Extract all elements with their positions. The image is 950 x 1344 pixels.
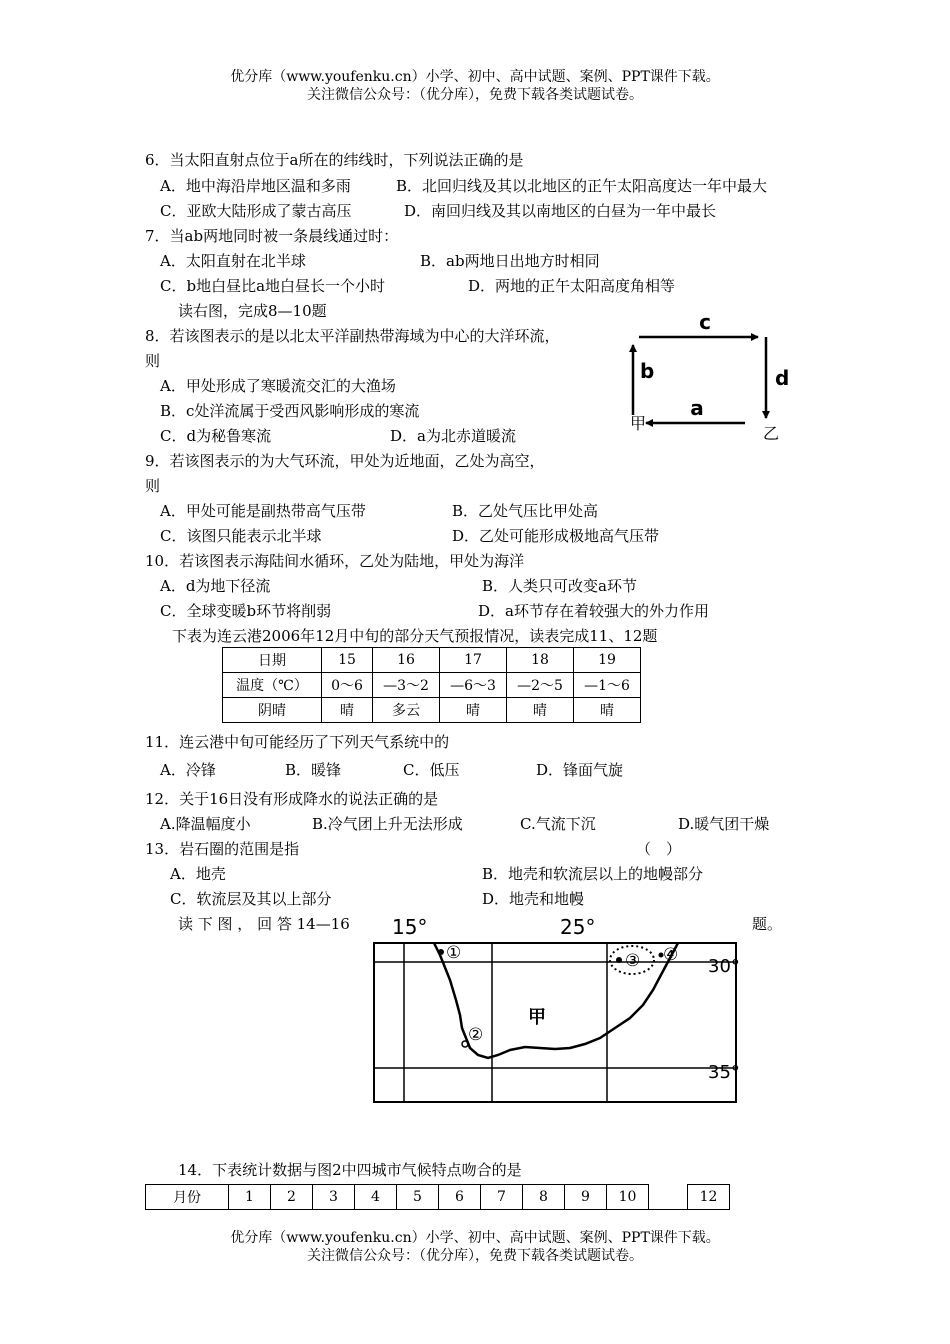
q10-option-d: D．a环节存在着较强大的外力作用 bbox=[478, 602, 709, 620]
table-cell: —1～6 bbox=[574, 673, 641, 698]
table-cell: 19 bbox=[574, 648, 641, 673]
q9-option-c: C．该图只能表示北半球 bbox=[160, 527, 322, 545]
table-cell bbox=[649, 1185, 688, 1210]
q9-option-b: B．乙处气压比甲处高 bbox=[452, 502, 599, 520]
intro-14-16: 读 下 图 ， 回 答 14—16 bbox=[178, 915, 350, 933]
table-cell: 月份 bbox=[146, 1185, 229, 1210]
q10-stem: 10．若该图表示海陆间水循环，乙处为陆地，甲处为海洋 bbox=[145, 552, 525, 570]
latitude-30-label: 30° bbox=[708, 956, 740, 977]
q7-option-c: C．b地白昼比a地白昼长一个小时 bbox=[160, 277, 386, 295]
south-africa-map bbox=[360, 910, 760, 1110]
q13-option-d: D．地壳和地幔 bbox=[482, 890, 585, 908]
table-cell: 温度（℃） bbox=[223, 673, 322, 698]
label-d: d bbox=[775, 366, 790, 390]
table-cell: 4 bbox=[355, 1185, 397, 1210]
q12-option-c: C.气流下沉 bbox=[520, 815, 596, 833]
q9-option-a: A．甲处可能是副热带高气压带 bbox=[160, 502, 366, 520]
city-2-label: ② bbox=[468, 1025, 484, 1045]
q6-option-c: C．亚欧大陆形成了蒙古高压 bbox=[160, 202, 352, 220]
q12-stem: 12．关于16日没有形成降水的说法正确的是 bbox=[145, 790, 439, 808]
q8-stem: 8．若该图表示的是以北太平洋副热带海域为中心的大洋环流， bbox=[145, 327, 560, 345]
q6-option-d: D．南回归线及其以南地区的白昼为一年中最长 bbox=[404, 202, 717, 220]
table-cell: 2 bbox=[271, 1185, 313, 1210]
table-cell: —2～5 bbox=[507, 673, 574, 698]
header-line-2: 关注微信公众号：（优分库），免费下载各类试题试卷。 bbox=[307, 87, 643, 103]
label-yi: 乙 bbox=[763, 424, 780, 443]
table-cell: 晴 bbox=[574, 698, 641, 723]
table-cell: 1 bbox=[229, 1185, 271, 1210]
label-jia: 甲 bbox=[630, 414, 647, 433]
q9-stem-cont: 则 bbox=[145, 477, 161, 495]
q6-stem: 6．当太阳直射点位于a所在的纬线时，下列说法正确的是 bbox=[145, 151, 524, 169]
month-table bbox=[145, 1184, 730, 1210]
header-line-1: 优分库（www.youfenku.cn）小学、初中、高中试题、案例、PPT课件下载。 bbox=[230, 69, 720, 85]
q10-option-c: C．全球变暖b环节将削弱 bbox=[160, 602, 332, 620]
table-cell: 9 bbox=[565, 1185, 607, 1210]
q8-stem-cont: 则 bbox=[145, 352, 161, 370]
table-cell: 12 bbox=[688, 1185, 730, 1210]
table-cell: 18 bbox=[507, 648, 574, 673]
q11-option-c: C．低压 bbox=[403, 761, 460, 779]
label-b: b bbox=[640, 359, 655, 383]
table-cell: 8 bbox=[523, 1185, 565, 1210]
q8-option-a: A．甲处形成了寒暖流交汇的大渔场 bbox=[160, 377, 396, 395]
q13-stem: 13．岩石圈的范围是指 bbox=[145, 840, 300, 858]
footer-line-2: 关注微信公众号：（优分库），免费下载各类试题试卷。 bbox=[307, 1248, 643, 1264]
table-cell: 晴 bbox=[322, 698, 373, 723]
table-cell: 0～6 bbox=[322, 673, 373, 698]
label-c: c bbox=[699, 310, 711, 334]
table-row bbox=[223, 673, 641, 698]
weather-table bbox=[222, 647, 641, 723]
q13-option-b: B．地壳和软流层以上的地幔部分 bbox=[482, 865, 704, 883]
table-cell: 6 bbox=[439, 1185, 481, 1210]
table-row bbox=[223, 648, 641, 673]
q8-option-c: C．d为秘鲁寒流 bbox=[160, 427, 272, 445]
q13-option-c: C．软流层及其以上部分 bbox=[170, 890, 332, 908]
table-cell: 晴 bbox=[440, 698, 507, 723]
q11-option-a: A．冷锋 bbox=[160, 761, 216, 779]
longitude-15-label: 15° bbox=[392, 915, 428, 939]
longitude-25-label: 25° bbox=[560, 915, 596, 939]
city-3-marker bbox=[616, 957, 622, 963]
q8-option-d: D．a为北赤道暖流 bbox=[390, 427, 516, 445]
q6-option-a: A．地中海沿岸地区温和多雨 bbox=[160, 177, 351, 195]
table-row bbox=[146, 1185, 730, 1210]
table-cell: 5 bbox=[397, 1185, 439, 1210]
q14-stem: 14．下表统计数据与图2中四城市气候特点吻合的是 bbox=[178, 1161, 522, 1179]
latitude-35-label: 35° bbox=[708, 1062, 740, 1083]
q6-option-b: B．北回归线及其以北地区的正午太阳高度达一年中最大 bbox=[396, 177, 768, 195]
q11-option-b: B．暖锋 bbox=[285, 761, 342, 779]
q11-stem: 11．连云港中旬可能经历了下列天气系统中的 bbox=[145, 733, 450, 751]
circulation-diagram bbox=[615, 305, 795, 445]
intro-8-10: 读右图，完成8—10题 bbox=[178, 302, 327, 320]
table-cell: 日期 bbox=[223, 648, 322, 673]
q7-option-a: A．太阳直射在北半球 bbox=[160, 252, 306, 270]
map-frame bbox=[374, 943, 736, 1102]
table-cell: 10 bbox=[607, 1185, 649, 1210]
table-cell: 15 bbox=[322, 648, 373, 673]
label-a: a bbox=[690, 396, 704, 420]
footer-line-1: 优分库（www.youfenku.cn）小学、初中、高中试题、案例、PPT课件下载。 bbox=[230, 1230, 720, 1246]
table-cell: 17 bbox=[440, 648, 507, 673]
q13-answer-paren: （ ） bbox=[636, 840, 682, 858]
table-cell: 多云 bbox=[373, 698, 440, 723]
table-cell: 晴 bbox=[507, 698, 574, 723]
intro-11-12: 下表为连云港2006年12月中旬的部分天气预报情况，读表完成11、12题 bbox=[172, 627, 658, 645]
table-cell: 阴晴 bbox=[223, 698, 322, 723]
city-1-marker bbox=[438, 949, 444, 955]
q9-stem: 9．若该图表示的为大气环流，甲处为近地面，乙处为高空， bbox=[145, 452, 545, 470]
q7-option-d: D．两地的正午太阳高度角相等 bbox=[468, 277, 676, 295]
region-jia-label: 甲 bbox=[528, 1007, 546, 1028]
table-cell: —6～3 bbox=[440, 673, 507, 698]
q12-option-d: D.暖气团干燥 bbox=[678, 815, 770, 833]
table-cell: 7 bbox=[481, 1185, 523, 1210]
table-cell: —3～2 bbox=[373, 673, 440, 698]
q8-option-b: B．c处洋流属于受西风影响形成的寒流 bbox=[160, 402, 420, 420]
q12-option-a: A.降温幅度小 bbox=[160, 815, 251, 833]
q7-stem: 7．当ab两地同时被一条晨线通过时： bbox=[145, 227, 399, 245]
table-row bbox=[223, 698, 641, 723]
q11-option-d: D．锋面气旋 bbox=[536, 761, 624, 779]
table-cell: 16 bbox=[373, 648, 440, 673]
city-4-label: ④ bbox=[663, 945, 679, 965]
q12-option-b: B.冷气团上升无法形成 bbox=[312, 815, 463, 833]
q9-option-d: D．乙处可能形成极地高气压带 bbox=[452, 527, 660, 545]
city-1-label: ① bbox=[446, 943, 462, 963]
q10-option-b: B．人类只可改变a环节 bbox=[482, 577, 637, 595]
city-3-label: ③ bbox=[625, 951, 641, 971]
q7-option-b: B．ab两地日出地方时相同 bbox=[420, 252, 600, 270]
q13-option-a: A．地壳 bbox=[170, 865, 226, 883]
intro-14-16-end: 题。 bbox=[752, 915, 783, 933]
q10-option-a: A．d为地下径流 bbox=[160, 577, 271, 595]
table-cell: 3 bbox=[313, 1185, 355, 1210]
